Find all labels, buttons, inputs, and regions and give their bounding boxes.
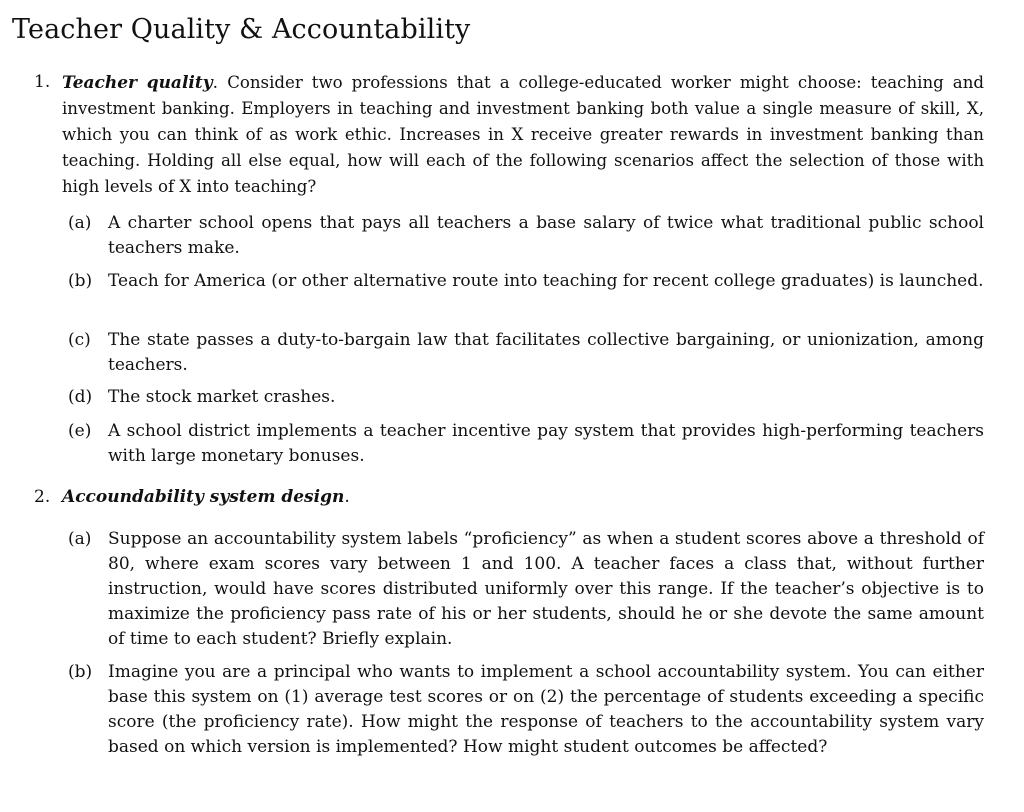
- heading-period: .: [344, 487, 350, 507]
- part-text: The stock market crashes.: [108, 387, 336, 407]
- question-2-body: [62, 485, 984, 510]
- part-label: (c): [68, 330, 91, 350]
- part-text: Teach for America (or other alternative route into teaching for recent college graduates) is launched.: [108, 271, 984, 291]
- question-1-intro: Consider two professions that a college-educated worker might choose: teaching and investment banking. Employers in teaching and investment banking both value a single measure of skill, X, which you can think of as work ethic. Increases in X receive greater rewards in investment banking than teaching. Holding all else equal, how will each of the following scenarios affect the selection of those with high levels of X into teaching?: [62, 73, 985, 196]
- question-1-heading: Teacher quality: [62, 73, 213, 93]
- part-text: Imagine you are a principal who wants to implement a school accountability system. You can either base this system on (1) average test scores or on (2) the percentage of students exceeding a specific score (the proficiency rate). How might the response of teachers to the accountability system vary based on which version is implemented? How might student outcomes be affected?: [108, 662, 984, 757]
- part-text: Suppose an accountability system labels “proficiency” as when a student scores above a threshold of 80, where exam scores vary between 1 and 100. A teacher faces a class that, without further instruction, would have scores distributed uniformly over this range. If the teacher’s objective is to maximize the proficiency pass rate of his or her students, should he or she devote the same amount of time to each student? Briefly explain.: [108, 529, 984, 649]
- heading-period: .: [212, 73, 219, 93]
- question-2-heading: Accoundability system design: [62, 487, 345, 507]
- question-1-body: [62, 70, 984, 200]
- part-text: A charter school opens that pays all teachers a base salary of twice what traditional public school teachers make.: [108, 213, 984, 258]
- part-label: (e): [68, 421, 92, 441]
- part-label: (d): [68, 387, 93, 407]
- part-text: The state passes a duty-to-bargain law that facilitates collective bargaining, or unionization, among teachers.: [108, 330, 984, 375]
- part-label: (b): [68, 662, 93, 682]
- part-label: (b): [68, 271, 93, 291]
- part-text: A school district implements a teacher incentive pay system that provides high-performing teachers with large monetary bonuses.: [108, 421, 984, 466]
- question-number: 2.: [34, 487, 51, 507]
- question-number: 1.: [34, 72, 51, 92]
- page-title: Teacher Quality & Accountability: [12, 14, 471, 45]
- part-label: (a): [68, 213, 92, 233]
- part-label: (a): [68, 529, 92, 549]
